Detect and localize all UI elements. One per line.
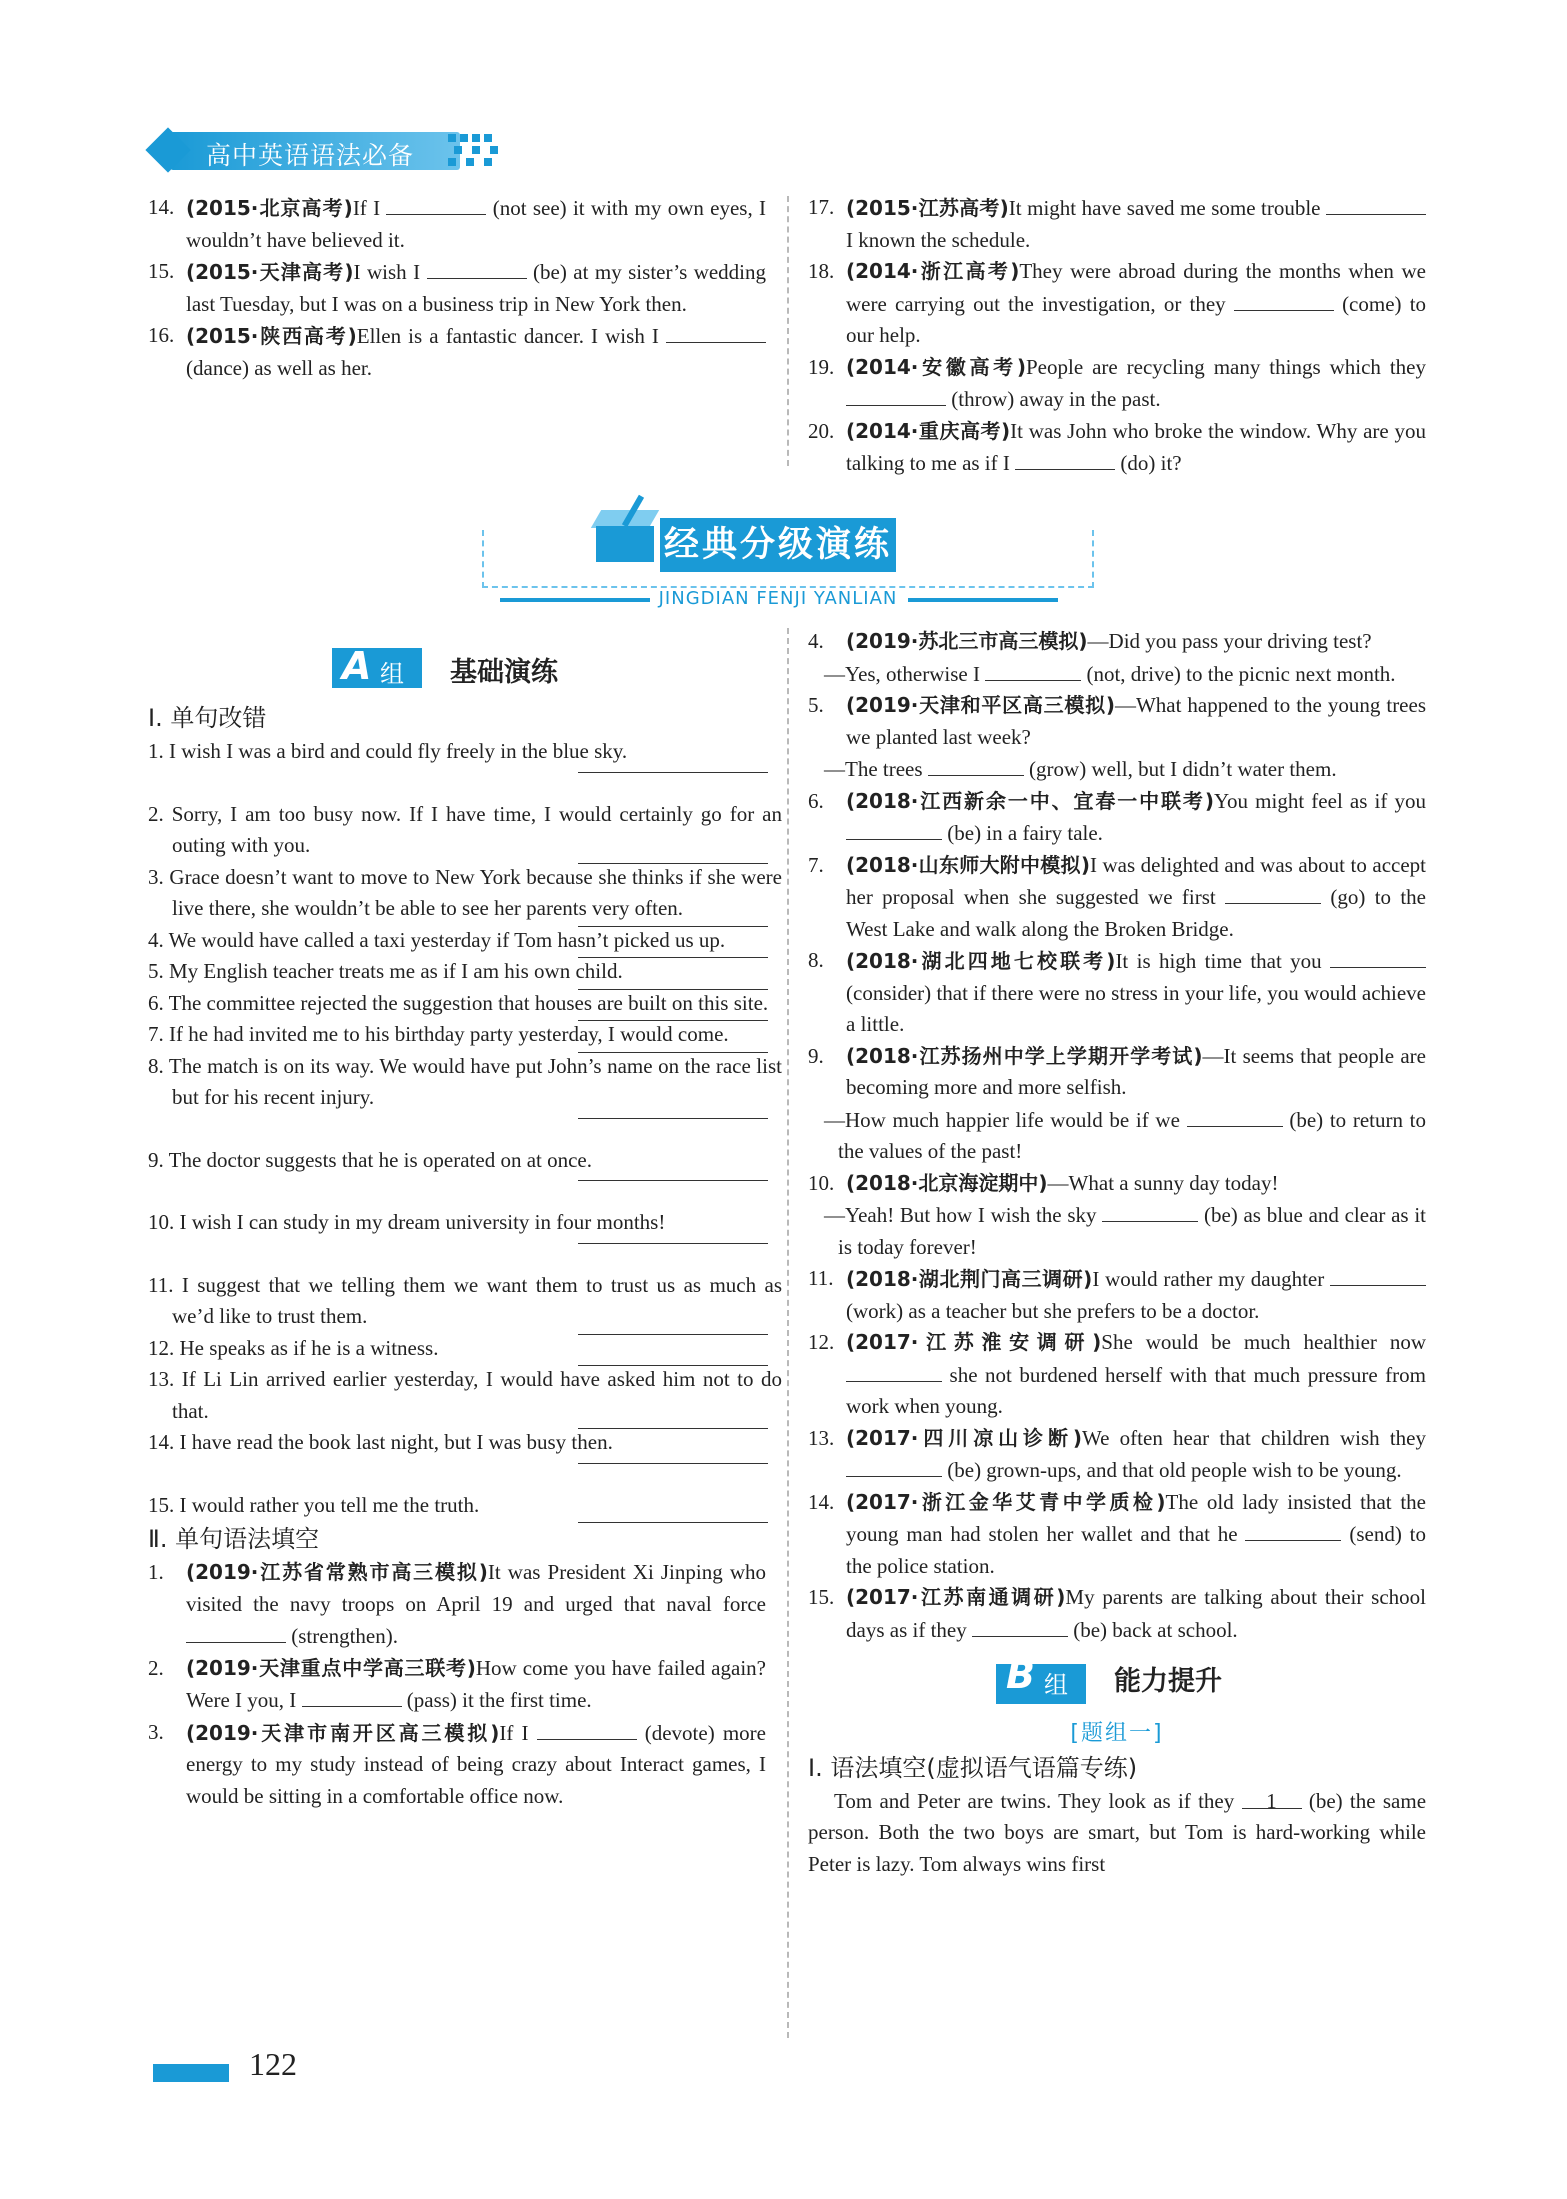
part2-title: Ⅱ. 单句语法填空 <box>148 1525 320 1553</box>
right-column-exercises <box>808 626 1426 1880</box>
passage-pre: Tom and Peter are twins. They look as if they <box>834 1788 1235 1813</box>
question-text-after: (be) in a fairy tale. <box>947 821 1103 845</box>
correction-answer-line[interactable] <box>578 1243 768 1244</box>
top-right-questions <box>808 192 1426 480</box>
reply-text-after: (not, drive) to the picnic next month. <box>1086 661 1396 686</box>
question-source: (2017·江苏淮安调研) <box>846 1330 1102 1354</box>
part2-right-list <box>808 626 1426 1646</box>
question-number: 14. <box>148 195 175 219</box>
question-source: (2018·江苏扬州中学上学期开学考试) <box>846 1043 1203 1068</box>
question-source: (2014·安徽高考) <box>846 354 1026 379</box>
question-text: I wish I <box>353 260 421 284</box>
group-a-name: 基础演练 <box>450 657 558 688</box>
question-item <box>148 320 766 384</box>
question-item <box>148 256 766 320</box>
question-item <box>808 1423 1426 1487</box>
question-text: I was delighted and was about to accept her proposal when she suggested we first <box>846 852 1426 909</box>
header-title: 高中英语语法必备 <box>206 141 415 170</box>
question-item <box>148 1717 766 1813</box>
correction-item <box>148 1051 782 1145</box>
question-text-after: (dance) as well as her. <box>186 355 372 380</box>
question-text: —What happened to the young trees we planted last week? <box>846 693 1426 749</box>
question-text-after: she not burdened herself with that much pressure from work when young. <box>846 1362 1426 1418</box>
question-source: (2017·四川凉山诊断) <box>846 1425 1083 1450</box>
correction-sentence: 5. My English teacher treats me as if I am his own child. <box>148 959 623 983</box>
question-text-after: (be) grown-ups, and that old people wish to be young. <box>947 1458 1402 1482</box>
question-item <box>808 1263 1426 1327</box>
correction-sentence: 13. If Li Lin arrived earlier yesterday, I would have asked him not to do that. <box>148 1367 782 1423</box>
correction-item <box>148 1145 766 1208</box>
correction-sentence: 7. If he had invited me to his birthday party yesterday, I would come. <box>148 1022 729 1046</box>
question-item <box>808 945 1426 1041</box>
question-source: (2019·天津和平区高三模拟) <box>846 693 1115 717</box>
question-text-after: (consider) that if there were no stress in your life, you would achieve a little. <box>846 980 1426 1036</box>
question-item <box>808 352 1426 416</box>
reply-text: —Yeah! But how I wish the sky <box>824 1203 1097 1227</box>
answer-blank[interactable] <box>928 753 1024 776</box>
question-source: (2019·天津重点中学高三联考) <box>186 1655 476 1680</box>
correction-sentence: 1. I wish I was a bird and could fly freely in the blue sky. <box>148 739 628 763</box>
correction-item <box>148 1270 782 1333</box>
correction-sentence: 14. I have read the book last night, but I was busy then. <box>148 1430 613 1454</box>
answer-blank[interactable] <box>1234 288 1334 311</box>
question-number: 8. <box>808 948 824 972</box>
reply-text: —The trees <box>824 757 923 781</box>
correction-answer-line[interactable] <box>578 1463 768 1464</box>
question-item <box>808 1041 1426 1104</box>
question-number: 18. <box>808 259 835 283</box>
reply-text-after: (be) as blue and clear as it is today forever! <box>838 1203 1426 1259</box>
reply-text: —How much happier life would be if we <box>824 1107 1180 1132</box>
correction-item <box>148 862 782 925</box>
question-number: 6. <box>808 788 824 813</box>
question-text: It is high time that you <box>1115 949 1322 973</box>
passage-post: (be) the same person. Both the two boys are smart, but Tom is hard-working while Peter is lazy. Tom always wins first <box>808 1788 1427 1876</box>
question-number: 17. <box>808 195 835 219</box>
group-b-badge <box>996 1653 1086 1704</box>
question-number: 20. <box>808 418 835 443</box>
section-pinyin: JINGDIAN FENJI YANLIAN <box>658 588 898 609</box>
passage-text <box>808 1786 1426 1881</box>
part1-title: Ⅰ. 单句改错 <box>148 704 267 732</box>
question-number: 14. <box>808 1489 835 1514</box>
correction-sentence: 12. He speaks as if he is a witness. <box>148 1335 439 1360</box>
dialogue-reply <box>808 1104 1426 1168</box>
header-banner <box>148 124 508 176</box>
answer-blank[interactable] <box>1245 1518 1341 1541</box>
question-item <box>808 626 1426 658</box>
group-a-badge <box>332 644 422 688</box>
dialogue-reply <box>808 658 1426 691</box>
part3-title: Ⅰ. 语法填空(虚拟语气语篇专练) <box>808 1753 1138 1782</box>
question-source: (2014·浙江高考) <box>846 259 1020 283</box>
question-source: (2018·山东师大附中模拟) <box>846 852 1090 877</box>
question-text: Ellen is a fantastic dancer. I wish I <box>356 324 659 348</box>
group-b-zu: 组 <box>1044 1671 1068 1699</box>
question-number: 1. <box>148 1560 164 1584</box>
question-text: You might feel as if you <box>1213 788 1427 813</box>
correction-sentence: 9. The doctor suggests that he is operated on at once. <box>148 1147 592 1172</box>
correction-item <box>148 925 766 957</box>
answer-blank[interactable] <box>1225 881 1321 904</box>
correction-item <box>148 736 766 799</box>
question-text: If I <box>352 196 381 220</box>
correction-answer-line[interactable] <box>578 1180 768 1181</box>
question-text: If I <box>499 1720 529 1745</box>
answer-blank[interactable] <box>1187 1104 1283 1127</box>
correction-item <box>148 1207 766 1270</box>
group-b-name: 能力提升 <box>1114 1666 1222 1697</box>
answer-blank[interactable] <box>846 383 946 406</box>
question-number: 16. <box>148 323 175 347</box>
question-number: 2. <box>148 1655 164 1680</box>
correction-sentence: 15. I would rather you tell me the truth. <box>148 1492 480 1517</box>
question-text-after: (strengthen). <box>291 1624 398 1648</box>
question-source: (2015·天津高考) <box>186 260 354 284</box>
banner-line-left <box>500 598 650 602</box>
question-text-after: (go) to the West Lake and walk along the Broken Bridge. <box>846 885 1427 941</box>
banner-line-right <box>908 598 1058 602</box>
question-number: 5. <box>808 693 824 717</box>
question-source: (2015·陕西高考) <box>186 324 357 348</box>
question-text: It was President Xi Jinping who visited the navy troops on April 19 and urged that naval force <box>186 1560 766 1616</box>
question-text-after: (send) to the police station. <box>846 1522 1426 1578</box>
question-source: (2015·江苏高考) <box>846 196 1009 220</box>
question-source: (2017·江苏南通调研) <box>846 1585 1066 1609</box>
correction-sentence: 2. Sorry, I am too busy now. If I have time, I would certainly go for an outing with you. <box>148 801 782 857</box>
banner-ribbon <box>660 518 896 572</box>
question-text-after: (be) back at school. <box>1073 1617 1238 1642</box>
page-number-bar <box>153 2064 229 2082</box>
question-number: 7. <box>808 852 824 877</box>
question-item <box>148 192 766 256</box>
question-source: (2019·天津市南开区高三模拟) <box>186 1720 500 1745</box>
group-b-heading <box>996 1653 1296 1708</box>
group-b-wrap <box>808 1654 1426 1718</box>
dialogue-reply <box>808 753 1426 786</box>
question-source: (2017·浙江金华艾青中学质检) <box>846 1489 1166 1514</box>
reply-text-after: (grow) well, but I didn’t water them. <box>1029 757 1337 781</box>
question-number: 11. <box>808 1266 834 1290</box>
question-set-label: [题组一] <box>1070 1721 1164 1746</box>
question-number: 13. <box>808 1425 835 1450</box>
part1-list <box>148 736 782 1521</box>
question-text: She would be much healthier now <box>1101 1330 1426 1354</box>
question-item <box>148 1557 766 1653</box>
question-text: —It seems that people are becoming more and more selfish. <box>846 1043 1427 1099</box>
question-source: (2018·北京海淀期中) <box>846 1170 1048 1195</box>
left-column-exercises <box>148 700 782 1812</box>
correction-item <box>148 1490 766 1522</box>
question-text: It might have saved me some trouble <box>1008 196 1321 220</box>
answer-blank[interactable] <box>1015 447 1115 470</box>
top-left-questions <box>148 192 766 384</box>
question-text-after: (be) at my sister’s wedding last Tuesday, but I was on a business trip in New York then. <box>186 260 767 316</box>
group-b-letter: B <box>1006 1653 1035 1697</box>
question-text: —What a sunny day today! <box>1047 1170 1279 1195</box>
question-source: (2018·江西新余一中、宜春一中联考) <box>846 788 1214 813</box>
question-text: I would rather my daughter <box>1092 1267 1325 1291</box>
question-text-after: I known the schedule. <box>846 227 1031 252</box>
answer-blank[interactable] <box>427 256 527 279</box>
correction-sentence: 8. The match is on its way. We would have put John’s name on the race list but for his recent injury. <box>148 1053 782 1109</box>
pixel-dots-icon <box>448 134 498 170</box>
section-title: 经典分级演练 <box>663 525 892 565</box>
question-source: (2019·苏北三市高三模拟) <box>846 629 1088 653</box>
section-banner <box>478 488 1098 608</box>
question-text: The old lady insisted that the young man had stolen her wallet and that he <box>846 1489 1426 1546</box>
question-item <box>808 416 1426 480</box>
question-text-after: (come) to our help. <box>846 291 1427 347</box>
question-text: It was John who broke the window. Why are you talking to me as if I <box>846 418 1427 475</box>
question-text: We often hear that children wish they <box>1082 1425 1426 1450</box>
question-number: 3. <box>148 1719 164 1744</box>
answer-blank[interactable] <box>846 817 942 840</box>
question-number: 10. <box>808 1170 835 1195</box>
question-text-after: (not see) it with my own eyes, I wouldn’t have believed it. <box>186 196 767 252</box>
question-text-after: (devote) more energy to my study instead of being crazy about Interact games, I would be sitting in a comfortable office now. <box>186 1720 766 1808</box>
answer-blank[interactable] <box>846 1454 942 1477</box>
question-item <box>148 1653 766 1717</box>
answer-blank[interactable] <box>985 658 1081 681</box>
answer-blank[interactable] <box>302 1684 402 1707</box>
correction-answer-line[interactable] <box>578 772 768 773</box>
answer-blank[interactable] <box>1330 945 1426 968</box>
column-divider-bottom <box>787 628 789 2038</box>
correction-answer-line[interactable] <box>578 1118 768 1119</box>
question-item <box>808 690 1426 753</box>
question-source: (2014·重庆高考) <box>846 418 1011 443</box>
question-item <box>808 1487 1426 1583</box>
group-a-heading <box>332 644 632 692</box>
question-item <box>808 786 1426 850</box>
question-number: 15. <box>808 1585 835 1609</box>
question-item <box>808 192 1426 256</box>
question-number: 15. <box>148 259 175 283</box>
correction-sentence: 6. The committee rejected the suggestion that houses are built on this site. <box>148 990 769 1015</box>
question-number: 9. <box>808 1043 824 1068</box>
answer-blank[interactable] <box>186 1620 286 1643</box>
part2-left-list <box>148 1557 766 1812</box>
reply-text: —Yes, otherwise I <box>824 661 980 686</box>
question-source: (2015·北京高考) <box>186 196 353 220</box>
correction-item <box>148 1427 766 1490</box>
question-text: How come you have failed again? Were I you, I <box>186 1655 766 1712</box>
question-item <box>808 1327 1426 1423</box>
correction-item <box>148 799 782 862</box>
answer-blank[interactable] <box>666 320 766 343</box>
question-text-after: (pass) it the first time. <box>406 1688 592 1712</box>
question-item <box>808 850 1426 946</box>
dialogue-reply <box>808 1199 1426 1263</box>
correction-sentence: 11. I suggest that we telling them we want them to trust us as much as we’d like to trust them. <box>148 1272 782 1328</box>
question-item <box>808 256 1426 352</box>
page-number: 122 <box>249 2046 297 2082</box>
question-number: 19. <box>808 354 835 379</box>
column-divider-top <box>787 196 789 466</box>
question-text: My parents are talking about their school days as if they <box>846 1585 1426 1642</box>
correction-item <box>148 1019 766 1051</box>
answer-blank[interactable] <box>1102 1199 1198 1222</box>
answer-blank[interactable] <box>1330 1263 1426 1286</box>
correction-item <box>148 1364 782 1427</box>
question-source: (2018·湖北荆门高三调研) <box>846 1267 1093 1291</box>
question-text-after: (throw) away in the past. <box>951 387 1161 411</box>
question-text-after: (work) as a teacher but she prefers to be a doctor. <box>846 1298 1260 1323</box>
correction-sentence: 4. We would have called a taxi yesterday if Tom hasn’t picked us up. <box>148 927 726 952</box>
question-text-after: (do) it? <box>1120 451 1182 475</box>
question-text: People are recycling many things which they <box>1025 354 1426 379</box>
answer-blank[interactable] <box>972 1614 1068 1637</box>
correction-sentence: 3. Grace doesn’t want to move to New York because she thinks if she were live there, she wouldn’t be able to see her parents very often. <box>148 864 782 920</box>
question-source: (2018·湖北四地七校联考) <box>846 949 1116 973</box>
group-a-letter: A <box>342 644 372 688</box>
group-a-zu: 组 <box>380 660 404 688</box>
question-item <box>808 1168 1426 1200</box>
correction-item <box>148 1333 766 1365</box>
reply-text-after: (be) to return to the values of the past! <box>838 1107 1427 1163</box>
question-item <box>808 1582 1426 1646</box>
question-source: (2019·江苏省常熟市高三模拟) <box>186 1560 488 1584</box>
passage-blank-1[interactable]: 1 <box>1242 1786 1302 1809</box>
correction-answer-line[interactable] <box>578 1522 768 1523</box>
answer-blank[interactable] <box>537 1717 637 1740</box>
cube-pencil-icon <box>590 504 660 562</box>
correction-item <box>148 988 769 1020</box>
question-number: 4. <box>808 629 824 653</box>
answer-blank[interactable] <box>1326 192 1426 215</box>
question-text: They were abroad during the months when we were carrying out the investigation, or they <box>846 259 1426 316</box>
correction-item <box>148 956 766 988</box>
answer-blank[interactable] <box>386 192 486 215</box>
answer-blank[interactable] <box>846 1359 942 1382</box>
question-text: —Did you pass your driving test? <box>1087 629 1372 653</box>
question-number: 12. <box>808 1330 835 1354</box>
correction-sentence: 10. I wish I can study in my dream university in four months! <box>148 1210 666 1234</box>
